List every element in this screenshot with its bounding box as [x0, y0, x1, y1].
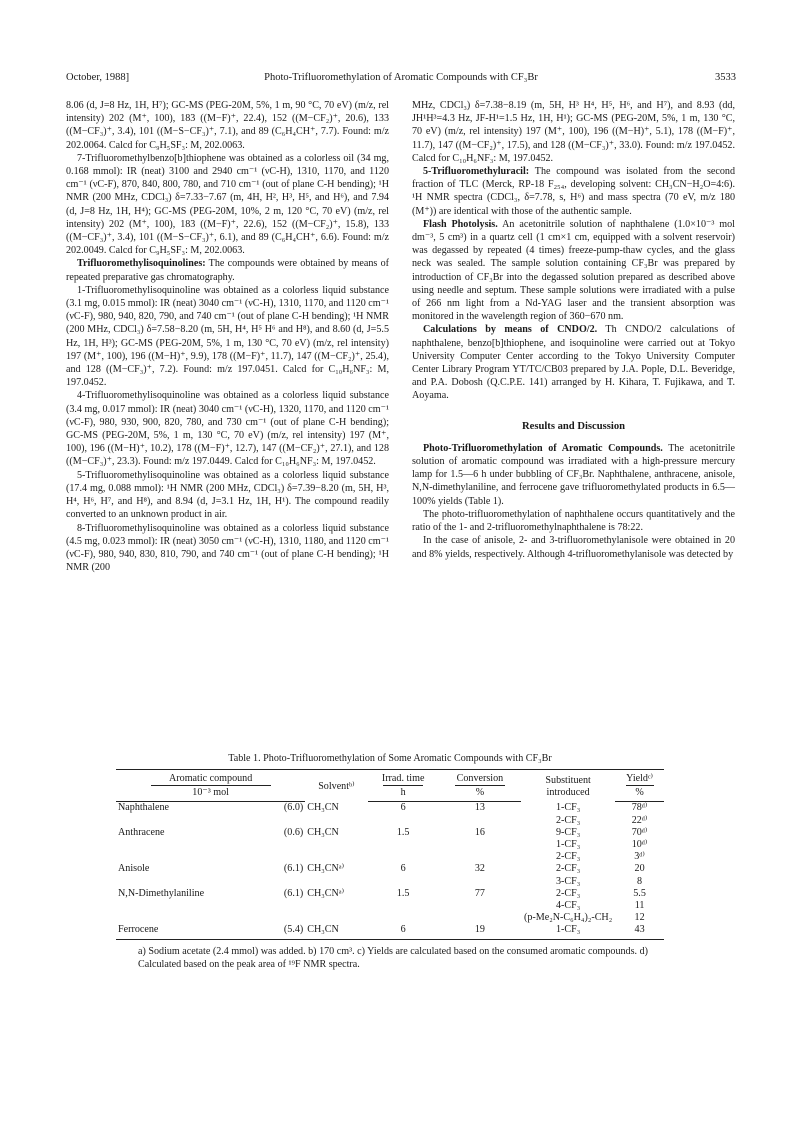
cell-irrad-time [368, 912, 439, 924]
results-table [116, 769, 664, 940]
paragraph-lead: Calculations by means of CNDO/2. [423, 324, 598, 336]
cell-conversion: 77 [474, 887, 485, 899]
cell-compound: Naphthalene [118, 802, 170, 814]
cell-amount: (6.1) [283, 863, 304, 875]
cell-substituent: 2-CF₃ [555, 851, 581, 863]
cell-substituent: (p-Me₂N-C₆H₄)₂-CH₂ [524, 912, 613, 924]
paragraph-text: The acetonitrile solution of aromatic compound was irradiated with a high-pressure mercury lamp for 1.5—6 h under bubbling of CF₃Br. Naphthalene, anthracene, anisole, N,N-dimethylaniline, and ferrocene gave trifluoromethylated products in 6.5—100% yields (Table 1). [412, 442, 735, 507]
paragraph [66, 284, 389, 390]
table-row [116, 802, 664, 815]
cell-solvent: CH₃CNᵃ⁾ [307, 887, 345, 899]
cell-amount [266, 839, 305, 851]
cell-amount: (5.4) [266, 924, 305, 939]
paragraph-text: 7-Trifluoromethylbenzo[b]thiophene was obtained as a colorless oil (34 mg, 0.168 mmol): IR (neat) 3100 and 2940 cm⁻¹ (νC-H), 1310, 1170, and 1120 cm⁻¹ (νC-F), 870, 840, 800, 780, and 710 cm⁻¹ (out of plane C-H bending); ¹H NMR (200 MHz, CDCl₃) δ=7.33−7.67 (m, 4H, H², H³, H⁵, and H⁶), and 7.94 (d, J=8 Hz, 1H, H⁴); GC-MS (PEG-20M, 10%, 2 m, 120 °C, 70 eV) (m/z, rel intensity) 202 (M⁺, 100), 183 ((M−F)⁺, 22.6), 152 ((M−CF₂)⁺, 15.8), 133 ((M−CF₃)⁺, 3.4), 101 ((M−S−CF₃)⁺, 6.1), and 89 (C₆H₄CH⁺, 6.6). Found: m/z 202.0049. Calcd for C₉H₅SF₃: M, 202.0063. [66, 152, 389, 257]
cell-substituent: 2-CF₃ [555, 814, 581, 826]
table-caption: Table 1. Photo-Trifluoromethylation of Some Aromatic Compounds with CF₃Br [228, 753, 552, 764]
results-text [412, 442, 735, 561]
table-row [116, 912, 664, 924]
table-row [116, 863, 664, 875]
cell-conversion: 16 [474, 826, 485, 838]
section-heading: Results and Discussion [521, 420, 626, 432]
paragraph-lead: Trifluoromethylisoquinolines: [77, 258, 206, 270]
paragraph [66, 469, 389, 522]
right-column [412, 99, 735, 561]
paragraph [412, 442, 735, 508]
cell-irrad-time: 6 [400, 802, 406, 814]
cell-yield: 12 [634, 912, 645, 924]
paragraph-text: Th CNDO/2 calculations of naphthalene, benzo[b]thiophene, and isoquinoline were carried out at Tokyo University Computer Center according to the Tokyo University Computer Center Library Program YT/TC/CB03 prepared by J.A. Pople, D.L. Beveridge, and P.A. Dobosh (Q.C.P.E. 141) arranged by H. Kihara, T. Fujikawa, and T. Aoyama. [412, 324, 735, 402]
cell-conversion [439, 839, 521, 851]
cell-solvent [305, 839, 367, 851]
cell-conversion [439, 900, 521, 912]
paragraph-lead: Flash Photolysis. [423, 218, 498, 230]
table-footnotes: a) Sodium acetate (2.4 mmol) was added. b) 170 cm³. c) Yields are calculated based on the consumed aromatic compounds. d) Calculated based on the peak area of ¹⁹F NMR spectra. [138, 945, 648, 970]
cell-compound: Ferrocene [116, 924, 266, 939]
paragraph [66, 257, 389, 283]
cell-amount [266, 851, 305, 863]
paragraph [412, 165, 735, 218]
cell-irrad-time [368, 876, 439, 888]
header-title: Photo-Trifluoromethylation of Aromatic Compounds with CF₃Br [264, 72, 538, 83]
cell-compound [116, 912, 266, 924]
running-header [66, 72, 736, 88]
cell-compound: Anthracene [118, 826, 165, 838]
cell-yield: 20 [634, 863, 645, 875]
table-row [116, 888, 664, 900]
cell-amount: (6.0) [283, 802, 304, 814]
table-row [116, 876, 664, 888]
paragraph [66, 389, 389, 468]
cell-yield: 70ᵈ⁾ [631, 826, 648, 838]
cell-substituent: 2-CF₃ [555, 863, 581, 875]
cell-irrad-time [368, 839, 439, 851]
paragraph-text: 8-Trifluoromethylisoquinoline was obtained as a colorless liquid substance (4.5 mg, 0.023 mmol): IR (neat) 3050 cm⁻¹ (νC-H), 1310, 1180, and 1120 cm⁻¹ (νC-F), 980, 940, 830, 810, 790, and 740 cm⁻¹ (out of plane C-H bending); ¹H NMR (200 [66, 522, 389, 574]
paragraph [412, 508, 735, 534]
col-header-irrad: Irrad. time [368, 770, 439, 786]
cell-conversion: 19 [439, 924, 521, 939]
paragraph-text: The photo-trifluoromethylation of naphthalene occurs quantitatively and the ratio of the 1- and 2-trifluoromethylnaphthalene is 78:22. [412, 508, 735, 534]
cell-solvent [305, 815, 367, 827]
page-number: 3533 [715, 72, 736, 83]
cell-yield: 10ᵈ⁾ [631, 839, 648, 851]
cell-solvent: CH₃CN [307, 826, 339, 838]
cell-compound [116, 851, 266, 863]
cell-irrad-time [368, 900, 439, 912]
cell-substituent: 2-CF₃ [555, 887, 581, 899]
cell-irrad-time: 6 [400, 863, 406, 875]
cell-conversion: 32 [474, 863, 485, 875]
paragraph-text: In the case of anisole, 2- and 3-trifluoromethylanisole were obtained in 20 and 8% yields, respectively. Although 4-trifluoromethylanisole was detected by [412, 535, 735, 560]
cell-compound: N,N-Dimethylaniline [118, 887, 205, 899]
paragraph [412, 534, 735, 560]
table-row [116, 924, 664, 939]
cell-irrad-time: 1.5 [396, 887, 410, 899]
cell-yield: 43 [615, 924, 664, 939]
cell-solvent: CH₃CNᵃ⁾ [307, 863, 345, 875]
paragraph [412, 218, 735, 324]
cell-irrad-time: 6 [368, 924, 439, 939]
cell-irrad-time: 1.5 [396, 826, 410, 838]
paragraph-text: 5-Trifluoromethylisoquinoline was obtained as a colorless liquid substance (17.4 mg, 0.088 mmol): ¹H NMR (200 MHz, CDCl₃) δ=7.39−8.20 (m, 5H, H³, H⁴, H⁶, H⁷, and H⁸), and 8.94 (d, J=3.1 Hz, 1H, H¹). The compound readily converted to an unknown product in air. [66, 469, 389, 521]
table-row [116, 839, 664, 851]
cell-conversion [439, 815, 521, 827]
table-row [116, 900, 664, 912]
paragraph-text: An acetonitrile solution of naphthalene (1.0×10⁻³ mol dm⁻³, 5 cm³) in a quartz cell (1 cm×1 cm, equipped with a solvent reservoir) was degassed by repeated (4 times) freeze-pump-thaw cycles, and the glass neck was sealed. The sample solution containing CF₃Br was prepared by introduction of CF₃Br into the degassed solution prepared as described above using needle and septum. These sample solutions were irradiated with a pulse of 266 nm light from a Nd-YAG laser and the transient absorption was monitored in the wavelength region of 360−670 nm. [412, 218, 735, 323]
cell-substituent: 4-CF₃ [555, 900, 581, 912]
col-header-compound: Aromatic compound [116, 770, 305, 786]
cell-amount [266, 900, 305, 912]
table-row [116, 815, 664, 827]
experimental-continued [412, 99, 735, 403]
cell-substituent: 3-CF₃ [555, 875, 581, 887]
table-row [116, 851, 664, 863]
cell-amount: (0.6) [283, 826, 304, 838]
cell-compound [116, 876, 266, 888]
cell-substituent: 1-CF₃ [555, 839, 581, 851]
cell-amount: (6.1) [283, 887, 304, 899]
cell-substituent: 1-CF₃ [555, 801, 581, 813]
cell-yield: 78ᵈ⁾ [631, 802, 648, 814]
paragraph-text: MHz, CDCl₃) δ=7.38−8.19 (m, 5H, H³ H⁴, H⁵, H⁶, and H⁷), and 8.93 (dd, JH¹H³=4.3 Hz, JF-H¹=1.5 Hz, 1H, H¹); GC-MS (PEG-20M, 5%, 1 m, 130 °C, 70 eV) (m/z, rel intensity) 197 (M⁺, 100), 196 ((M−H)⁺, 5.1), 178 ((M−F)⁺, 11.7), 147 ((M−CF₂)⁺, 17.5), and 128 ((M−CF₃)⁺, 33.0). Found: m/z 197.0452. Calcd for C₁₀H₆NF₃: M, 197.0452. [412, 100, 735, 164]
cell-solvent: CH₃CN [305, 924, 367, 939]
table-1 [116, 753, 664, 971]
cell-conversion: 13 [474, 802, 485, 814]
cell-compound [116, 839, 266, 851]
cell-substituent: 9-CF₃ [555, 826, 581, 838]
col-header-yield-unit: % [615, 785, 664, 802]
paragraph [66, 152, 389, 258]
cell-yield: 22ᵈ⁾ [631, 814, 648, 826]
col-header-solvent: Solventᵇ⁾ [305, 770, 367, 802]
col-header-substituent: Substituent introduced [521, 770, 615, 802]
cell-compound [116, 900, 266, 912]
cell-compound [116, 815, 266, 827]
cell-solvent [305, 851, 367, 863]
cell-solvent [305, 912, 367, 924]
cell-yield: 5.5 [633, 887, 646, 899]
paragraph-text: 1-Trifluoromethylisoquinoline was obtained as a colorless liquid substance (3.1 mg, 0.015 mmol): IR (neat) 3040 cm⁻¹ (νC-H), 1310, 1170, and 1120 cm⁻¹ (νC-F), 980, 940, 820, 790, and 740 cm⁻¹ (out of plane C-H bending); ¹H NMR (200 MHz, CDCl₃) δ=7.58−8.20 (m, 5H, H⁴, H⁵ H⁶ and H⁸), and 8.60 (d, J=5.5 Hz, 1H, H³); GC-MS (PEG-20M, 5%, 1 m, 130 °C, 70 eV) (m/z, rel intensity) 197 (M⁺, 100), 196 ((M−H)⁺, 9.9), 178 ((M−F)⁺, 11.7), 147 ((M−CF₂)⁺, 25.4), and 128 ((M−CF₃)⁺, 7.2). Found: m/z 197.0451. Calcd for C₁₀H₆NF₃: M, 197.0452. [66, 284, 389, 389]
paragraph [66, 522, 389, 575]
paragraph [412, 323, 735, 402]
col-header-conversion: Conversion [439, 770, 521, 786]
paragraph [66, 99, 389, 152]
cell-amount [266, 912, 305, 924]
cell-conversion [439, 912, 521, 924]
cell-solvent [305, 876, 367, 888]
paragraph-text: 8.06 (d, J=8 Hz, 1H, H⁷); GC-MS (PEG-20M, 5%, 1 m, 90 °C, 70 eV) (m/z, rel intensity) 202 (M⁺, 100), 183 ((M−F)⁺, 22.4), 152 ((M−CF₂)⁺, 20.6), 133 ((M−CF₃)⁺, 3.4), 101 ((M−S−CF₃)⁺, 7.1), and 89 (C₆H₄CH⁺, 7.7). Found: m/z 202.0064. Calcd for C₉H₅SF₃: M, 202.0063. [66, 100, 389, 151]
cell-yield: 8 [637, 875, 643, 887]
cell-conversion [439, 876, 521, 888]
header-date: October, 1988] [66, 72, 130, 83]
cell-solvent [305, 900, 367, 912]
cell-substituent: 1-CF₃ [521, 924, 615, 939]
paragraph-text: 4-Trifluoromethylisoquinoline was obtained as a colorless liquid substance (3.4 mg, 0.017 mmol): IR (neat) 3040 cm⁻¹ (νC-H), 1320, 1170, and 1120 cm⁻¹ (νC-F), 980, 930, 900, 820, 780, and 730 cm⁻¹ (out of plane C-H bending); GC-MS (PEG-20M, 5%, 1 m, 130 °C, 70 eV) (m/z, rel intensity) 197 (M⁺, 100), 196 ((M−H)⁺, 10.2), 178 ((M−F)⁺, 12.7), 147 ((M−CF₂)⁺, 27.1), and 128 ((M−CF₃)⁺, 23.3). Found: m/z 197.0449. Calcd for C₁₀H₆NF₃: M, 197.0452. [66, 390, 389, 468]
cell-amount [266, 876, 305, 888]
cell-yield: 11 [634, 900, 645, 912]
cell-amount [266, 815, 305, 827]
cell-conversion [439, 851, 521, 863]
paragraph-text: The compounds were obtained by means of repeated preparative gas chromatography. [66, 258, 389, 283]
paragraph [412, 99, 735, 165]
paragraph-lead: Photo-Trifluoromethylation of Aromatic Compounds. [423, 442, 663, 454]
col-header-irrad-unit: h [368, 785, 439, 802]
cell-compound: Anisole [118, 863, 150, 875]
col-header-amount-unit: 10⁻³ mol [116, 785, 305, 802]
paragraph-text: The compound was isolated from the second fraction of TLC (Merck, RP-18 F₂₅₄, developing solvent: CH₃CN−H₂O=4:6). ¹H NMR spectra (CDCl₃, δ=7.78, s, H⁶) and mass spectra (70 eV, m/z 180 (M⁺)) are identical with those of the authentic sample. [412, 166, 735, 217]
col-header-conversion-unit: % [439, 785, 521, 802]
cell-solvent: CH₃CN [307, 801, 339, 813]
paragraph-lead: 5-Trifluoromethyluracil: [423, 166, 530, 178]
table-row [116, 827, 664, 839]
cell-irrad-time [368, 851, 439, 863]
cell-irrad-time [368, 815, 439, 827]
col-header-yield: Yieldᶜ⁾ [615, 770, 664, 786]
cell-yield: 3ᵈ⁾ [634, 851, 645, 863]
left-column [66, 99, 389, 574]
